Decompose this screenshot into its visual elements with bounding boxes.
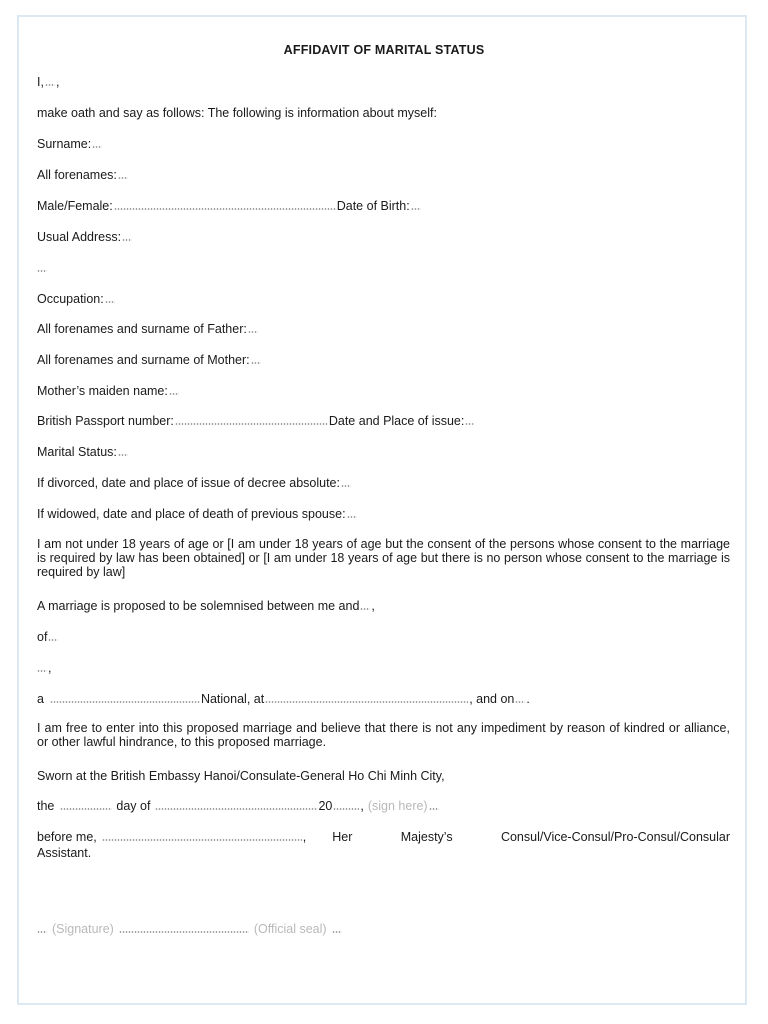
proposed-label: A marriage is proposed to be solemnised between me and (37, 599, 360, 613)
surname-row[interactable] (37, 135, 730, 151)
of-row-2[interactable] (37, 659, 730, 675)
year-prefix: 20 (318, 799, 333, 813)
page-title: AFFIDAVIT OF MARITAL STATUS (283, 43, 485, 57)
proposed-row[interactable] (37, 597, 730, 613)
signature-line-mid[interactable] (119, 931, 249, 933)
widowed-label: If widowed, date and place of death of previous spouse: (37, 507, 346, 521)
oath-line (37, 104, 730, 120)
surname-label: Surname: (37, 137, 92, 151)
issue-label: Date and Place of issue: (328, 414, 465, 428)
officer-name-field[interactable] (102, 839, 302, 841)
father-field[interactable] (248, 331, 258, 333)
partner-address-field[interactable] (48, 639, 58, 641)
passport-field[interactable] (175, 423, 328, 425)
i-label: I, (37, 75, 44, 89)
forenames-field[interactable] (118, 177, 128, 179)
the-label: the (37, 799, 55, 813)
father-label: All forenames and surname of Father: (37, 322, 247, 336)
before-me-label: before me, (37, 830, 97, 844)
dob-label: Date of Birth: (336, 199, 410, 213)
national-at-label: National, at (200, 692, 265, 706)
of-label: of (37, 630, 48, 644)
date-field[interactable] (515, 701, 525, 703)
year-field[interactable] (333, 808, 359, 810)
maiden-label: Mother’s maiden name: (37, 384, 168, 398)
address-field-2[interactable] (37, 270, 47, 272)
address-field[interactable] (122, 239, 132, 241)
declarant-name-line[interactable] (37, 73, 730, 89)
occupation-label: Occupation: (37, 292, 104, 306)
marital-field[interactable] (118, 454, 128, 456)
partner-name-field[interactable] (360, 608, 370, 610)
marital-label: Marital Status: (37, 445, 117, 459)
mother-label: All forenames and surname of Mother: (37, 353, 250, 367)
passport-row[interactable] (37, 412, 730, 428)
before-me-row[interactable] (37, 828, 730, 844)
signature-label: (Signature) (52, 922, 114, 936)
maiden-row[interactable] (37, 382, 730, 398)
divorced-label: If divorced, date and place of issue of decree absolute: (37, 476, 340, 490)
forenames-row[interactable] (37, 166, 730, 182)
occupation-field[interactable] (105, 301, 115, 303)
comma: , (371, 599, 375, 613)
sign-here-hint: (sign here) (367, 799, 428, 813)
address-row-2[interactable] (37, 259, 730, 275)
address-row[interactable] (37, 228, 730, 244)
signature-line-right[interactable] (332, 931, 342, 933)
widowed-field[interactable] (347, 516, 357, 518)
address-label: Usual Address: (37, 230, 122, 244)
sworn-date-row[interactable] (37, 797, 730, 813)
comma: , (48, 661, 52, 675)
maiden-field[interactable] (169, 393, 179, 395)
signature-line-left[interactable] (37, 931, 47, 933)
period: . (526, 692, 530, 706)
comma: , (55, 75, 60, 89)
divorced-field[interactable] (341, 485, 351, 487)
free-statement: I am free to enter into this proposed marriage and believe that there is not any impediment by reason of kindred or alliance, or other lawful hindrance, to this proposed marriage. (37, 721, 730, 749)
mother-row[interactable] (37, 351, 730, 367)
official-seal-label: (Official seal) (253, 922, 327, 936)
occupation-row[interactable] (37, 290, 730, 306)
issue-field[interactable] (465, 423, 475, 425)
declarant-name-field[interactable] (45, 84, 55, 86)
oath-text: make oath and say as follows: The following is information about myself: (37, 106, 437, 120)
divorced-row[interactable] (37, 474, 730, 490)
age-statement: I am not under 18 years of age or [I am under 18 years of age but the consent of the persons whose consent to the marriage is required by law has been obtained] or [I am under 18 years of age but there is no person whose consent to the marriage is required by law] (37, 537, 730, 579)
passport-label: British Passport number: (37, 414, 174, 428)
mother-field[interactable] (251, 362, 261, 364)
signature-seal-row[interactable] (37, 920, 730, 936)
signature-field[interactable] (429, 808, 439, 810)
officer-role-text-2: Assistant. (37, 846, 92, 860)
forenames-label: All forenames: (37, 168, 117, 182)
place-field[interactable] (265, 701, 468, 703)
sex-dob-row[interactable] (37, 197, 730, 213)
surname-field[interactable] (92, 146, 102, 148)
comma: , (302, 830, 307, 844)
officer-role-text: Her Majesty’s Consul/Vice-Consul/Pro-Consul/Consular (332, 830, 730, 844)
and-on-label: , and on (469, 692, 515, 706)
widowed-row[interactable] (37, 505, 730, 521)
sworn-text: Sworn at the British Embassy Hanoi/Consulate-General Ho Chi Minh City, (37, 769, 445, 783)
nationality-row[interactable] (37, 690, 730, 706)
father-row[interactable] (37, 320, 730, 336)
dob-field[interactable] (411, 208, 421, 210)
comma: , (360, 799, 364, 813)
before-me-row-2 (37, 844, 730, 860)
marital-row[interactable] (37, 443, 730, 459)
sex-label: Male/Female: (37, 199, 113, 213)
nationality-field[interactable] (50, 701, 200, 703)
day-field[interactable] (60, 808, 112, 810)
sworn-row (37, 767, 730, 783)
a-label: a (37, 692, 44, 706)
month-field[interactable] (155, 808, 317, 810)
partner-address-field-2[interactable] (37, 670, 47, 672)
sex-field[interactable] (114, 208, 336, 210)
day-of-label: day of (116, 799, 151, 813)
of-row[interactable] (37, 628, 730, 644)
